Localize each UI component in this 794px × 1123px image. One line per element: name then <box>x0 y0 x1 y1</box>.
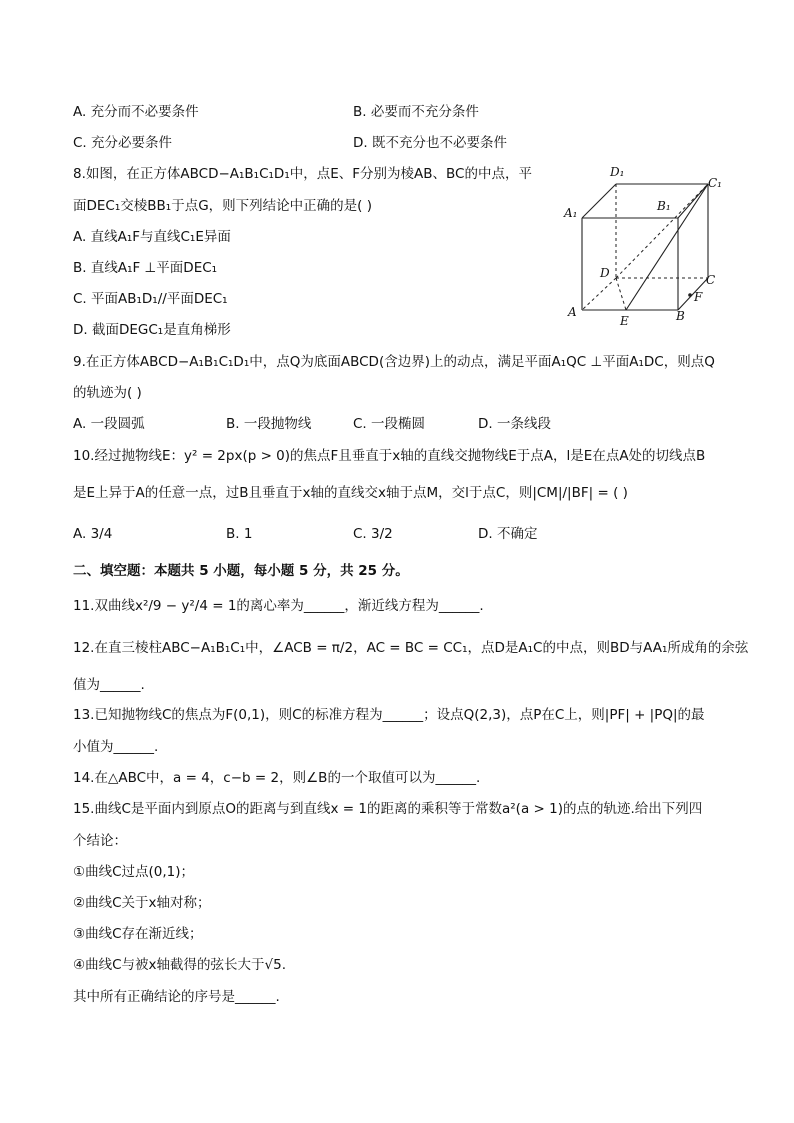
q11-stem: 11.双曲线x²/9 − y²/4 = 1的离心率为______，渐近线方程为______. <box>73 598 484 614</box>
q10-stem-line1: 10.经过抛物线E：y² = 2px(p > 0)的焦点F且垂直于x轴的直线交抛物线E于点A，l是E在点A处的切线点B <box>73 448 706 464</box>
q8-stem-line2: 面DEC₁交棱BB₁于点G，则下列结论中正确的是( ) <box>73 198 372 214</box>
q15-conclusion-3: ③曲线C存在渐近线； <box>73 926 203 942</box>
label-e: E <box>620 314 629 328</box>
q15-conclusion-2: ②曲线C关于x轴对称； <box>73 895 211 911</box>
q10-option-d: D. 不确定 <box>478 526 538 542</box>
q9-stem-line2: 的轨迹为( ) <box>73 385 142 401</box>
q10-option-c: C. 3/2 <box>353 526 393 542</box>
section-fill-in-blank-heading: 二、填空题：本题共 5 小题，每小题 5 分，共 25 分。 <box>73 563 409 579</box>
q7-option-b: B. 必要而不充分条件 <box>353 104 479 120</box>
q8-option-b: B. 直线A₁F ⊥平面DEC₁ <box>73 260 218 276</box>
q15-stem-line2: 个结论： <box>73 833 127 849</box>
q10-option-a: A. 3/4 <box>73 526 113 542</box>
q14-stem: 14.在△ABC中，a = 4，c−b = 2，则∠B的一个取值可以为______. <box>73 770 481 786</box>
q9-stem-line1: 9.在正方体ABCD−A₁B₁C₁D₁中，点Q为底面ABCD(含边界)上的动点，满足平面A₁QC ⊥平面A₁DC，则点Q <box>73 354 715 370</box>
q12-stem-line2: 值为______. <box>73 677 145 693</box>
label-d1: D₁ <box>610 165 625 179</box>
point-f-dot <box>688 293 692 297</box>
q10-option-b: B. 1 <box>226 526 253 542</box>
q13-stem-line2: 小值为______. <box>73 739 159 755</box>
label-f: F <box>694 290 703 304</box>
q9-option-d: D. 一条线段 <box>478 416 551 432</box>
q7-option-a: A. 充分而不必要条件 <box>73 104 199 120</box>
cube-figure <box>560 160 730 330</box>
q15-stem-line1: 15.曲线C是平面内到原点O的距离与到直线x = 1的距离的乘积等于常数a²(a > 1)的点的轨迹.给出下列四 <box>73 801 703 817</box>
label-b1: B₁ <box>657 199 671 213</box>
q15-conclusion-4: ④曲线C与被x轴截得的弦长大于√5. <box>73 957 287 973</box>
label-b: B <box>676 309 685 323</box>
q15-answer-prompt: 其中所有正确结论的序号是______. <box>73 989 280 1005</box>
q9-option-a: A. 一段圆弧 <box>73 416 145 432</box>
q15-conclusion-1: ①曲线C过点(0,1)； <box>73 864 195 880</box>
label-c1: C₁ <box>708 176 722 190</box>
q9-option-c: C. 一段椭圆 <box>353 416 426 432</box>
q9-option-b: B. 一段抛物线 <box>226 416 312 432</box>
q7-option-d: D. 既不充分也不必要条件 <box>353 135 507 151</box>
q8-option-c: C. 平面AB₁D₁//平面DEC₁ <box>73 291 228 307</box>
q8-stem-line1: 8.如图，在正方体ABCD−A₁B₁C₁D₁中，点E、F分别为棱AB、BC的中点，平 <box>73 166 532 182</box>
label-a: A <box>568 305 577 319</box>
label-c: C <box>706 273 716 287</box>
q8-option-d: D. 截面DEGC₁是直角梯形 <box>73 322 231 338</box>
q8-option-a: A. 直线A₁F与直线C₁E异面 <box>73 229 231 245</box>
q7-option-c: C. 充分必要条件 <box>73 135 173 151</box>
q12-stem-line1: 12.在直三棱柱ABC−A₁B₁C₁中，∠ACB = π/2，AC = BC = CC₁，点D是A₁C的中点，则BD与AA₁所成角的余弦 <box>73 640 749 656</box>
label-a1: A₁ <box>564 206 578 220</box>
q13-stem-line1: 13.已知抛物线C的焦点为F(0,1)，则C的标准方程为______；设点Q(2,3)，点P在C上，则|PF| + |PQ|的最 <box>73 707 705 723</box>
q10-stem-line2: 是E上异于A的任意一点，过B且垂直于x轴的直线交x轴于点M，交l于点C，则|CM|/|BF| = ( ) <box>73 485 628 501</box>
label-d: D <box>600 266 610 280</box>
